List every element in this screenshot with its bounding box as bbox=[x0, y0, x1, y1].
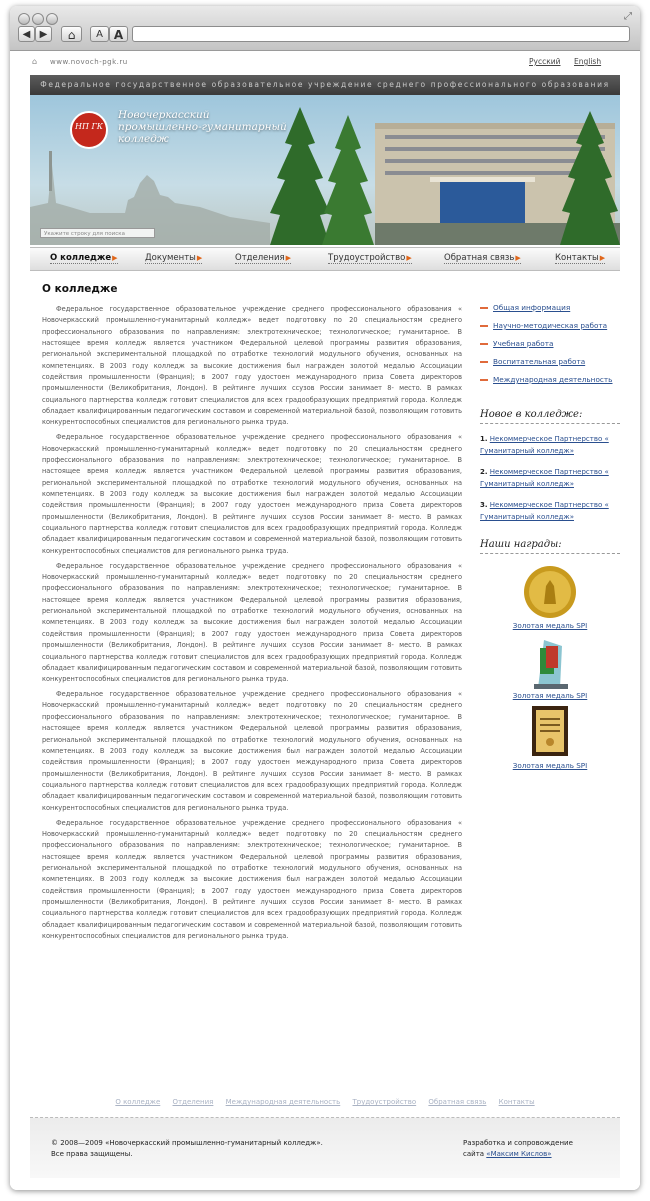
college-name-line: колледж bbox=[118, 133, 169, 145]
developer-line bbox=[463, 1149, 573, 1160]
sidebar-item-international[interactable] bbox=[480, 375, 620, 393]
nav-arrow-icon: ▶ bbox=[406, 254, 412, 262]
sidebar-item-label: Научно-методическая работа bbox=[493, 321, 608, 330]
nav-label: Отделения bbox=[235, 253, 285, 263]
back-button[interactable]: ◀ bbox=[18, 26, 35, 42]
footer-nav-contacts[interactable]: Контакты bbox=[498, 1098, 535, 1106]
building-roof bbox=[375, 123, 615, 129]
rights-text: Все права защищены. bbox=[51, 1150, 133, 1158]
nav-label: Трудоустройство bbox=[328, 253, 406, 263]
lang-english-link[interactable]: English bbox=[574, 57, 602, 66]
nav-label: Обратная связь bbox=[444, 253, 515, 263]
gold-medal-icon bbox=[480, 564, 620, 620]
developer-text: Разработка и сопровождение bbox=[463, 1139, 573, 1147]
award-item[interactable] bbox=[480, 704, 620, 770]
nav-label: О колледже bbox=[50, 253, 112, 263]
nav-item-departments[interactable] bbox=[235, 253, 291, 264]
nav-item-about[interactable] bbox=[50, 253, 118, 264]
award-item[interactable] bbox=[480, 634, 620, 700]
news-link[interactable]: Некоммерческое Партнерство « Гуманитарный колледж» bbox=[480, 501, 609, 521]
page-viewport bbox=[10, 51, 640, 1190]
award-caption[interactable]: Золотая медаль SPI bbox=[512, 761, 588, 770]
copyright bbox=[51, 1138, 323, 1160]
news-item[interactable] bbox=[480, 466, 620, 490]
address-bar[interactable] bbox=[132, 26, 630, 42]
nav-label: Контакты bbox=[555, 253, 599, 263]
sidebar-item-education[interactable] bbox=[480, 339, 620, 357]
news-item[interactable] bbox=[480, 499, 620, 523]
nav-arrow-icon: ▶ bbox=[196, 254, 203, 262]
minimize-window-icon[interactable] bbox=[32, 13, 44, 25]
nav-arrow-icon: ▶ bbox=[515, 254, 521, 262]
entrance-canopy bbox=[430, 177, 535, 182]
content-paragraph: Федеральное государственное образовательное учреждение среднего профессионального образования « Новочеркасский промышленно-гуманитарный колледж» ведет подготовку по 20 специальностям среднего профессионального образования по направлениям: электротехническое; технологическое; гуманитарное. В настоящее время колледж является участником Федеральной целевой программы развития образования, региональной экспериментальной площадкой по отработке технологий модульного обучения, основанных на компетенциях. В 2003 году колледж за высокие достижения был награжден золотой медалью Ассоциации содействия промышленности (Франция); в 2007 году удостоен международного приза Совета директоров промышленности (Великобритания, Лондон). В рейтинге лучших ссузов России занимает 8- место. В рамках социального партнерства колледж готовит специалистов для всех градообразующих предприятий города. Колледж обладает квалифицированным педагогическим составом и современной материальной базой, позволяющим готовить конкурентоспособных специалистов для регионального рынка труда. bbox=[42, 305, 462, 427]
nav-arrow-icon: ▶ bbox=[599, 254, 606, 262]
college-logo[interactable] bbox=[70, 111, 108, 149]
diploma-icon bbox=[480, 704, 620, 760]
top-bar bbox=[10, 51, 640, 73]
crystal-award-icon bbox=[480, 634, 620, 690]
site-header bbox=[30, 75, 620, 272]
nav-arrow-icon: ▶ bbox=[112, 254, 118, 262]
dash-icon bbox=[480, 325, 488, 327]
home-icon[interactable]: ⌂ bbox=[32, 57, 38, 66]
college-name bbox=[118, 109, 287, 145]
sidebar-item-label: Воспитательная работа bbox=[493, 357, 586, 366]
nav-item-employment[interactable] bbox=[328, 253, 412, 264]
dash-icon bbox=[480, 379, 488, 381]
award-caption[interactable]: Золотая медаль SPI bbox=[512, 621, 588, 630]
copyright-text: © 2008—2009 «Новочеркасский промышленно-гуманитарный колледж». bbox=[51, 1139, 323, 1147]
news-link[interactable]: Некоммерческое Партнерство « Гуманитарный колледж» bbox=[480, 468, 609, 488]
developer-credit bbox=[463, 1138, 573, 1160]
dash-icon bbox=[480, 307, 488, 309]
content-paragraph: Федеральное государственное образовательное учреждение среднего профессионального образования « Новочеркасский промышленно-гуманитарный колледж» ведет подготовку по 20 специальностям среднего профессионального образования по направлениям: электротехническое; технологическое; гуманитарное. В настоящее время колледж является участником Федеральной целевой программы развития образования, региональной экспериментальной площадкой по отработке технологий модульного обучения, основанных на компетенциях. В 2003 году колледж за высокие достижения был награжден золотой медалью Ассоциации содействия промышленности (Франция); в 2007 году удостоен международного приза Совета директоров промышленности (Великобритания, Лондон). В рейтинге лучших ссузов России занимает 8- место. В рамках социального партнерства колледж готовит специалистов для всех градообразующих предприятий города. Колледж обладает квалифицированным педагогическим составом и современной материальной базой, позволяющим готовить конкурентоспособных специалистов для регионального рынка труда. bbox=[42, 690, 462, 812]
news-heading: Новое в колледже: bbox=[480, 409, 620, 424]
nav-item-contacts[interactable] bbox=[555, 253, 605, 264]
browser-window bbox=[10, 6, 640, 1190]
site-url[interactable]: www.novoch-pgk.ru bbox=[50, 58, 128, 66]
footer-nav-departments[interactable]: Отделения bbox=[172, 1098, 214, 1106]
header-banner bbox=[30, 95, 620, 245]
sidebar-item-general-info[interactable] bbox=[480, 303, 620, 321]
site-footer bbox=[30, 1117, 620, 1178]
sidebar-item-methodology[interactable] bbox=[480, 321, 620, 339]
news-number: 3. bbox=[480, 501, 488, 509]
monument-silhouette bbox=[49, 151, 52, 191]
logo-letters: НП ГК bbox=[75, 122, 103, 131]
college-name-line: Новочеркасский bbox=[118, 109, 210, 121]
footer-nav bbox=[10, 1098, 640, 1106]
developer-prefix: сайта bbox=[463, 1150, 487, 1158]
dash-icon bbox=[480, 361, 488, 363]
nav-label: Документы bbox=[145, 253, 196, 263]
footer-nav-international[interactable]: Международная деятельность bbox=[225, 1098, 341, 1106]
award-caption[interactable]: Золотая медаль SPI bbox=[512, 691, 588, 700]
footer-nav-feedback[interactable]: Обратная связь bbox=[428, 1098, 487, 1106]
college-name-line: промышленно-гуманитарный bbox=[118, 121, 287, 133]
nav-arrow-icon: ▶ bbox=[285, 254, 291, 262]
developer-link[interactable]: «Максим Кислов» bbox=[486, 1150, 552, 1158]
footer-nav-employment[interactable]: Трудоустройство bbox=[352, 1098, 417, 1106]
award-item[interactable] bbox=[480, 564, 620, 630]
footer-nav-about[interactable]: О колледже bbox=[115, 1098, 161, 1106]
awards-heading: Наши награды: bbox=[480, 539, 620, 554]
font-larger-button[interactable]: A bbox=[109, 26, 128, 42]
nav-item-documents[interactable] bbox=[145, 253, 202, 264]
main-nav bbox=[30, 247, 620, 271]
font-smaller-button[interactable]: A bbox=[90, 26, 109, 42]
sidebar-item-label: Общая информация bbox=[493, 303, 571, 312]
building-window-row bbox=[385, 135, 605, 139]
tree bbox=[322, 115, 374, 245]
home-button[interactable]: ⌂ bbox=[61, 26, 82, 42]
zoom-window-icon[interactable] bbox=[46, 13, 58, 25]
content-paragraph: Федеральное государственное образовательное учреждение среднего профессионального образования « Новочеркасский промышленно-гуманитарный колледж» ведет подготовку по 20 специальностям среднего профессионального образования по направлениям: электротехническое; технологическое; гуманитарное. В настоящее время колледж является участником Федеральной целевой программы развития образования, региональной экспериментальной площадкой по отработке технологий модульного обучения, основанных на компетенциях. В 2003 году колледж за высокие достижения был награжден золотой медалью Ассоциации содействия промышленности (Франция); в 2007 году удостоен международного приза Совета директоров промышленности (Великобритания, Лондон). В рейтинге лучших ссузов России занимает 8- место. В рамках социального партнерства колледж готовит специалистов для всех градообразующих предприятий города. Колледж обладает квалифицированным педагогическим составом и современной материальной базой, позволяющим готовить конкурентоспособных специалистов для регионального рынка труда. bbox=[42, 818, 462, 940]
fullscreen-icon[interactable]: ⤢ bbox=[624, 11, 632, 22]
main-content bbox=[42, 283, 462, 946]
nav-item-feedback[interactable] bbox=[444, 253, 521, 264]
content-paragraph: Федеральное государственное образовательное учреждение среднего профессионального образования « Новочеркасский промышленно-гуманитарный колледж» ведет подготовку по 20 специальностям среднего профессионального образования по направлениям: электротехническое; технологическое; гуманитарное. В настоящее время колледж является участником Федеральной целевой программы развития образования, региональной экспериментальной площадкой по отработке технологий модульного обучения, основанных на компетенциях. В 2003 году колледж за высокие достижения был награжден золотой медалью Ассоциации содействия промышленности (Франция); в 2007 году удостоен международного приза Совета директоров промышленности (Великобритания, Лондон). В рейтинге лучших ссузов России занимает 8- место. В рамках социального партнерства колледж готовит специалистов для всех градообразующих предприятий города. Колледж обладает квалифицированным педагогическим составом и современной материальной базой, позволяющим готовить конкурентоспособных специалистов для регионального рынка труда. bbox=[42, 433, 462, 555]
building-entrance bbox=[440, 181, 525, 225]
sidebar-item-label: Международная деятельность bbox=[493, 375, 613, 384]
search-input[interactable]: Укажите строку для поиска bbox=[40, 228, 155, 238]
sidebar bbox=[480, 303, 620, 770]
header-strip: Федеральное государственное образовательное учреждение среднего профессионального образования bbox=[30, 75, 620, 95]
building-window-row bbox=[385, 147, 605, 151]
news-item[interactable] bbox=[480, 433, 620, 457]
news-number: 1. bbox=[480, 435, 488, 443]
close-window-icon[interactable] bbox=[18, 13, 30, 25]
sidebar-item-label: Учебная работа bbox=[493, 339, 554, 348]
content-paragraph: Федеральное государственное образовательное учреждение среднего профессионального образования « Новочеркасский промышленно-гуманитарный колледж» ведет подготовку по 20 специальностям среднего профессионального образования по направлениям: электротехническое; технологическое; гуманитарное. В настоящее время колледж является участником Федеральной целевой программы развития образования, региональной экспериментальной площадкой по отработке технологий модульного обучения, основанных на компетенциях. В 2003 году колледж за высокие достижения был награжден золотой медалью Ассоциации содействия промышленности (Франция); в 2007 году удостоен международного приза Совета директоров промышленности (Великобритания, Лондон). В рейтинге лучших ссузов России занимает 8- место. В рамках социального партнерства колледж готовит специалистов для всех градообразующих предприятий города. Колледж обладает квалифицированным педагогическим составом и современной материальной базой, позволяющим готовить конкурентоспособных специалистов для регионального рынка труда. bbox=[42, 561, 462, 684]
forward-button[interactable]: ▶ bbox=[35, 26, 52, 42]
sidebar-item-upbringing[interactable] bbox=[480, 357, 620, 375]
news-link[interactable]: Некоммерческое Партнерство « Гуманитарный колледж» bbox=[480, 435, 609, 455]
page-title: О колледже bbox=[42, 283, 118, 295]
browser-toolbar bbox=[10, 6, 640, 51]
building-window-row bbox=[385, 159, 605, 163]
dash-icon bbox=[480, 343, 488, 345]
news-number: 2. bbox=[480, 468, 488, 476]
lang-russian-link[interactable]: Русский bbox=[529, 57, 561, 66]
